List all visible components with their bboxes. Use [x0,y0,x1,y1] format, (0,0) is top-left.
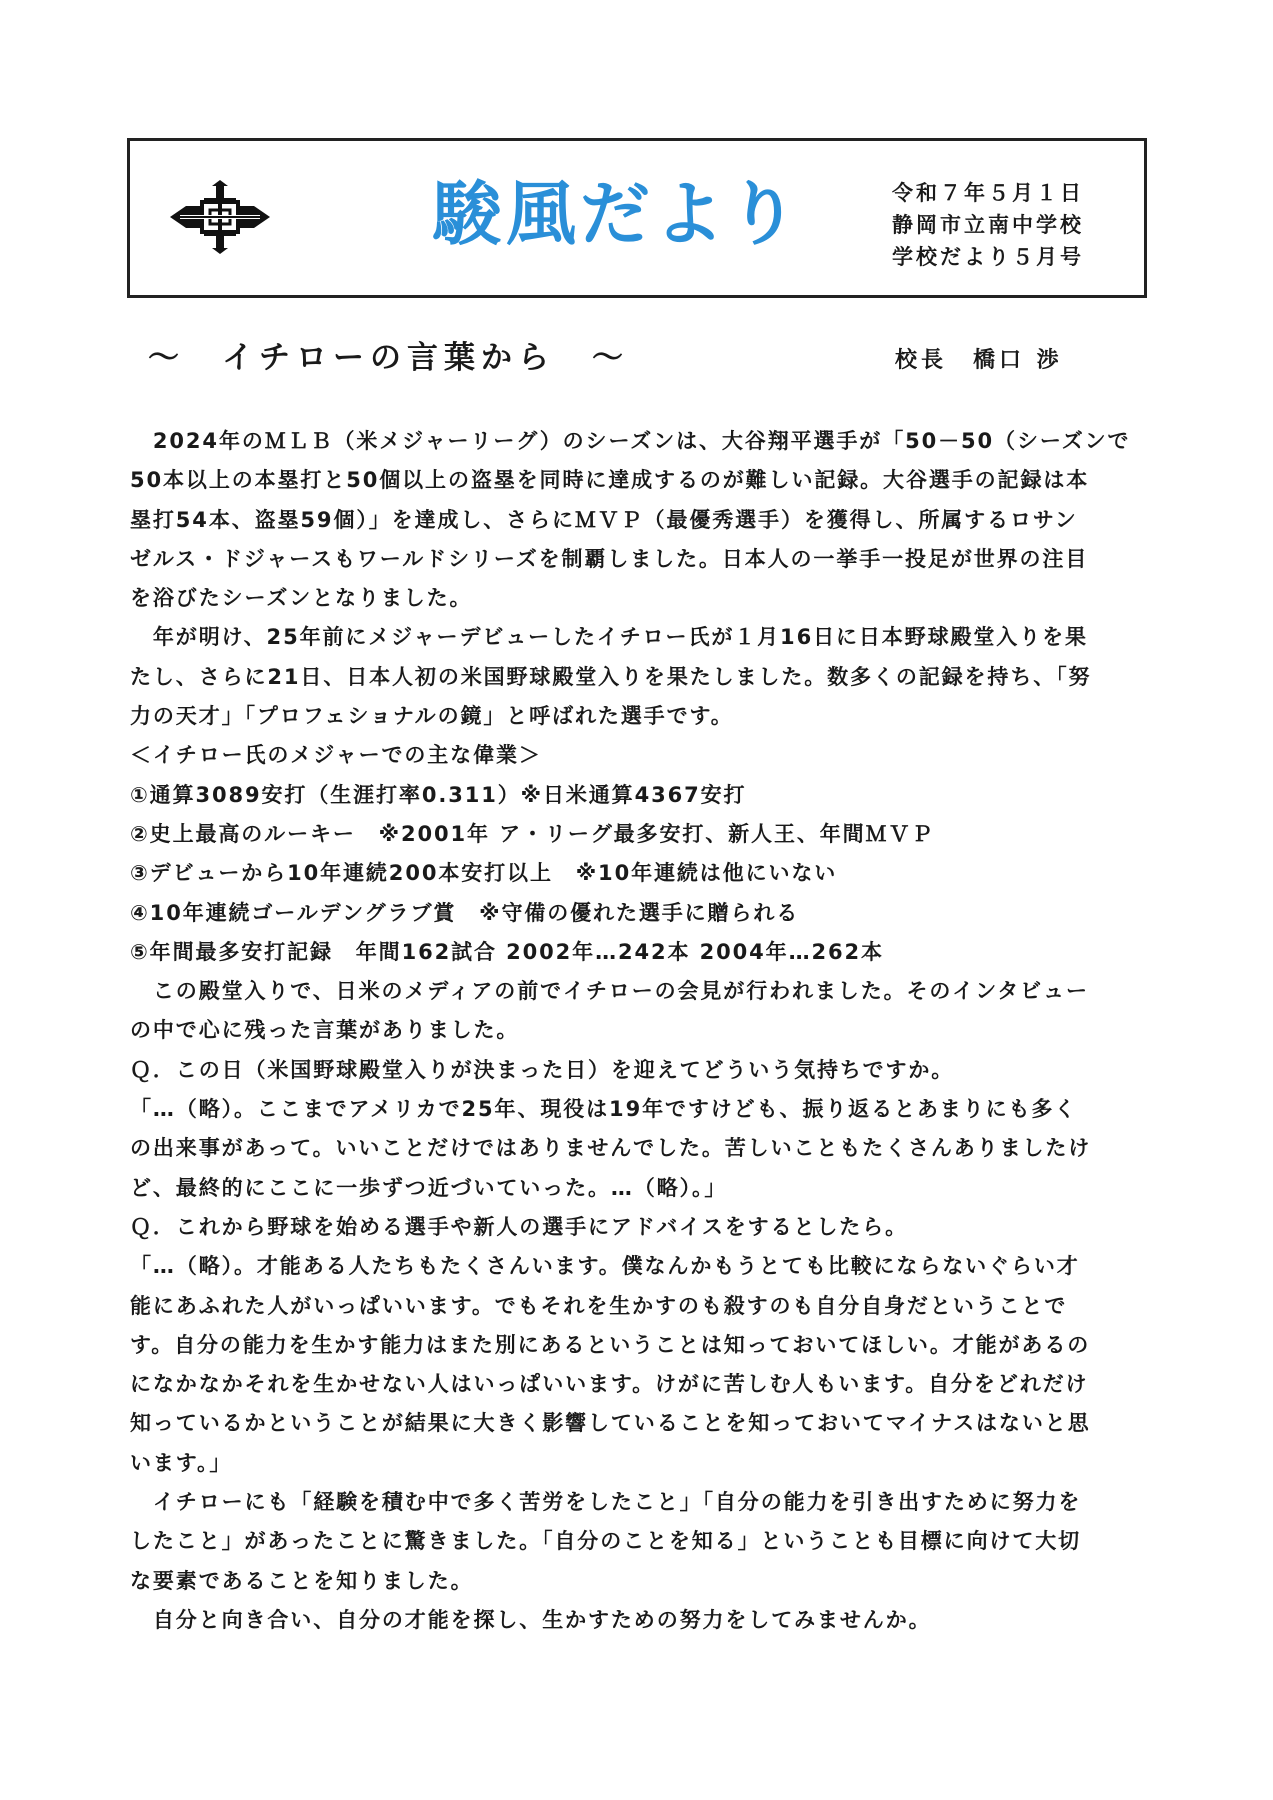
body-line: 50本以上の本塁打と50個以上の盗塁を同時に達成するのが難しい記録。大谷選手の記録は本 [130,468,1090,493]
interview-answer-line: 「…（略）。才能ある人たちもたくさんいます。僕なんかもうとても比較にならないぐらい才 [130,1254,1080,1279]
body-line: 塁打54本、盗塁59個）」を達成し、さらにＭＶＰ（最優秀選手）を獲得し、所属するロサン [130,507,1078,532]
school-name: 静岡市立南中学校 [892,213,1084,237]
newsletter-title: 駿風だより [432,173,802,255]
interview-question: Ｑ．この日（米国野球殿堂入りが決まった日）を迎えてどういう気持ちですか。 [130,1057,955,1082]
publication-info [892,177,1084,273]
body-line: ゼルス・ドジャースもワールドシリーズを制覇しました。日本人の一挙手一投足が世界の注目 [130,546,1089,571]
body-line: 2024年のＭＬＢ（米メジャーリーグ）のシーズンは、大谷翔平選手が「50－50（シーズンで [130,429,1131,453]
achievement-item: ①通算3089安打（生涯打率0.311）※日米通算4367安打 [130,782,747,807]
interview-question: Ｑ．これから野球を始める選手や新人の選手にアドバイスをするとしたら。 [130,1214,908,1239]
achievement-item: ②史上最高のルーキー ※2001年 ア・リーグ最多安打、新人王、年間ＭＶＰ [130,821,935,846]
body-line: たし、さらに21日、日本人初の米国野球殿堂入りを果たしました。数多くの記録を持ち、「努 [130,664,1092,689]
issue-date: 令和７年５月１日 [892,181,1084,205]
article-author: 校長 橋口 渉 [895,348,1063,373]
masthead [127,138,1147,298]
interview-answer-line: 知っているかということが結果に大きく影響していることを知っておいてマイナスはないと思 [130,1411,1091,1436]
body-line: 自分と向き合い、自分の才能を探し、生かすための努力をしてみませんか。 [130,1607,932,1632]
interview-answer-line: の出来事があって。いいことだけではありませんでした。苦しいこともたくさんありましたけ [130,1136,1092,1161]
achievements-heading: ＜イチロー氏のメジャーでの主な偉業＞ [130,743,542,768]
body-line: 年が明け、25年前にメジャーデビューしたイチロー氏が１月16日に日本野球殿堂入りを果 [130,625,1088,650]
body-line: 力の天才」「プロフェショナルの鏡」と呼ばれた選手です。 [130,704,734,729]
interview-answer-line: 「…（略）。ここまでアメリカで25年、現役は19年ですけども、振り返るとあまりにも多く [130,1097,1078,1122]
interview-answer-line: ど、最終的にここに一歩ずつ近づいていった。…（略）。」 [130,1175,728,1200]
interview-answer-line: になかなかそれを生かせない人はいっぱいいます。けがに苦しむ人もいます。自分をどれだけ [130,1372,1089,1397]
interview-answer-line: 能にあふれた人がいっぱいいます。でもそれを生かすのも殺すのも自分自身だということで [130,1293,1068,1318]
interview-answer-line: います。」 [130,1450,233,1475]
body-line: を浴びたシーズンとなりました。 [130,586,473,611]
achievement-item: ③デビューから10年連続200本安打以上 ※10年連続は他にいない [130,861,838,886]
achievement-item: ④10年連続ゴールデングラブ賞 ※守備の優れた選手に贈られる [130,900,800,925]
body-line: この殿堂入りで、日米のメディアの前でイチローの会見が行われました。そのインタビュー [130,979,1089,1004]
body-line: したこと」があったことに驚きました。「自分のことを知る」ということも目標に向けて大切 [130,1529,1082,1554]
article-body [130,422,1130,1640]
issue-name: 学校だより５月号 [892,245,1084,269]
achievement-item: ⑤年間最多安打記録 年間162試合 2002年…242本 2004年…262本 [130,939,884,964]
body-line: な要素であることを知りました。 [130,1568,474,1593]
school-emblem-icon [168,176,272,258]
interview-answer-line: す。自分の能力を生かす能力はまた別にあるということは知っておいてほしい。才能があるの [130,1332,1091,1357]
body-line: の中で心に残った言葉がありました。 [130,1018,520,1043]
article-heading: ～ イチローの言葉から ～ [148,340,629,376]
body-line: イチローにも「経験を積む中で多く苦労をしたこと」「自分の能力を引き出すために努力を [130,1490,1082,1515]
